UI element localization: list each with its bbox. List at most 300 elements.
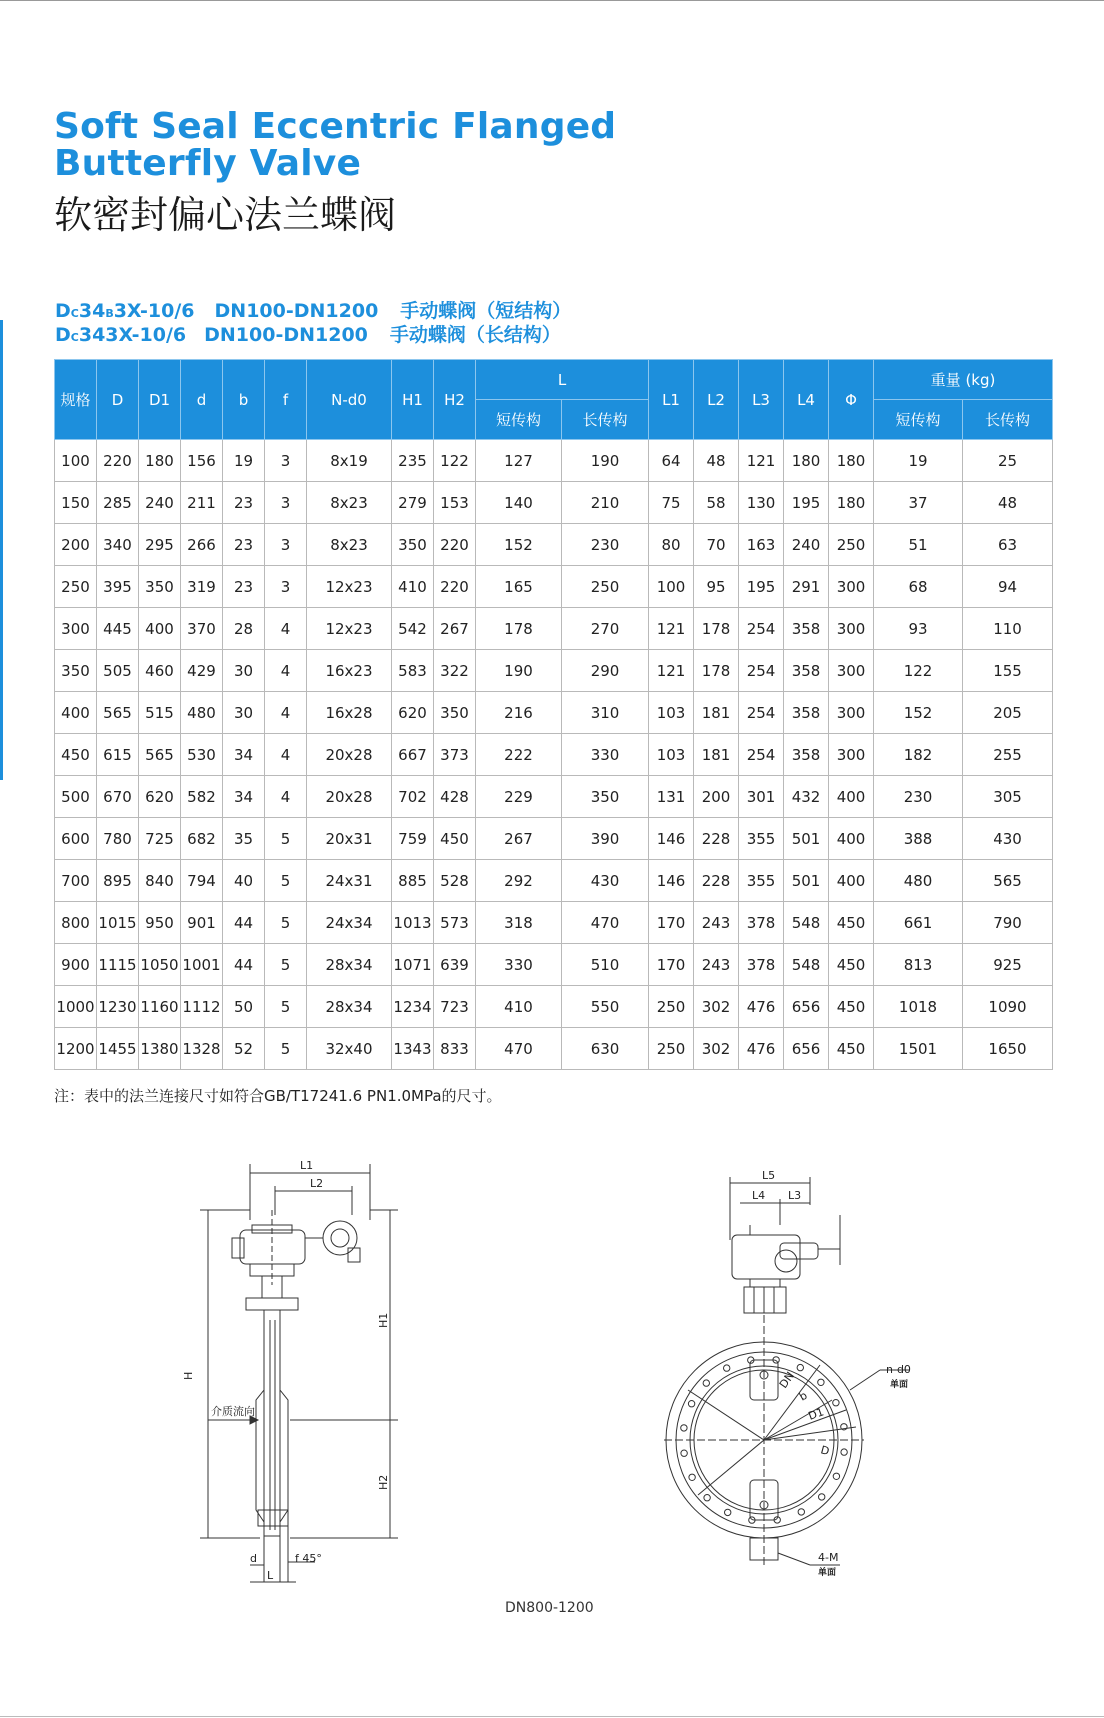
table-cell: 250 <box>649 986 694 1028</box>
table-cell: 300 <box>829 650 874 692</box>
table-cell: 30 <box>223 650 265 692</box>
th-D: D <box>97 360 139 440</box>
table-cell: 373 <box>434 734 476 776</box>
top-flange <box>246 1298 298 1310</box>
table-cell: 95 <box>694 566 739 608</box>
table-cell: 725 <box>139 818 181 860</box>
table-cell: 378 <box>739 902 784 944</box>
label-b: b <box>797 1388 810 1404</box>
table-row <box>55 440 1053 482</box>
table-cell: 25 <box>963 440 1053 482</box>
label-D: D <box>819 1443 831 1459</box>
table-cell: 395 <box>97 566 139 608</box>
table-cell: 682 <box>181 818 223 860</box>
table-cell: 661 <box>874 902 963 944</box>
table-cell: 476 <box>739 1028 784 1070</box>
table-cell: 5 <box>265 1028 307 1070</box>
table-cell: 501 <box>784 860 829 902</box>
table-cell: 1234 <box>392 986 434 1028</box>
table-cell: 390 <box>562 818 649 860</box>
table-cell: 794 <box>181 860 223 902</box>
table-cell: 1050 <box>139 944 181 986</box>
label-D1: D1 <box>806 1405 826 1423</box>
table-cell: 93 <box>874 608 963 650</box>
table-note: 注：表中的法兰连接尺寸如符合GB/T17241.6 PN1.0MPa的尺寸。 <box>54 1087 502 1105</box>
table-cell: 480 <box>181 692 223 734</box>
table-cell: 900 <box>55 944 97 986</box>
th-phi: Φ <box>829 360 874 440</box>
table-cell: 430 <box>562 860 649 902</box>
table-cell: 550 <box>562 986 649 1028</box>
bolt-hole <box>689 1474 695 1480</box>
table-cell: 200 <box>694 776 739 818</box>
bolt-hole <box>818 1379 824 1385</box>
table-cell: 40 <box>223 860 265 902</box>
label-H: H <box>182 1371 195 1380</box>
table-cell: 52 <box>223 1028 265 1070</box>
table-cell: 210 <box>562 482 649 524</box>
table-cell: 250 <box>829 524 874 566</box>
th-L-short: 短传构 <box>476 400 562 440</box>
table-cell: 103 <box>649 734 694 776</box>
th-L3: L3 <box>739 360 784 440</box>
table-cell: 180 <box>829 440 874 482</box>
bolt-hole <box>841 1449 847 1455</box>
table-cell: 156 <box>181 440 223 482</box>
table-cell: 190 <box>476 650 562 692</box>
table-cell: 16x28 <box>307 692 392 734</box>
table-cell: 400 <box>829 860 874 902</box>
table-cell: 500 <box>55 776 97 818</box>
th-D1: D1 <box>139 360 181 440</box>
table-cell: 178 <box>694 608 739 650</box>
bolt-hole <box>681 1425 687 1431</box>
table-cell: 530 <box>181 734 223 776</box>
table-cell: 1001 <box>181 944 223 986</box>
table-cell: 178 <box>476 608 562 650</box>
bolt-hole <box>797 1364 803 1370</box>
table-cell: 80 <box>649 524 694 566</box>
title-en-line1: Soft Seal Eccentric Flanged <box>54 106 617 147</box>
model-line-long: DC343X-10/6 DN100-DN1200 手动蝶阀（长结构） <box>55 324 561 346</box>
table-row <box>55 776 1053 818</box>
table-cell: 3 <box>265 440 307 482</box>
table-cell: 110 <box>963 608 1053 650</box>
table-cell: 565 <box>139 734 181 776</box>
table-cell: 1018 <box>874 986 963 1028</box>
table-cell: 355 <box>739 860 784 902</box>
table-cell: 5 <box>265 818 307 860</box>
table-row <box>55 860 1053 902</box>
label-L5: L5 <box>762 1169 776 1182</box>
spec-table-body <box>55 440 1053 1070</box>
table-cell: 350 <box>434 692 476 734</box>
table-cell: 432 <box>784 776 829 818</box>
table-cell: 3 <box>265 482 307 524</box>
table-cell: 840 <box>139 860 181 902</box>
table-cell: 152 <box>874 692 963 734</box>
table-cell: 28x34 <box>307 944 392 986</box>
title-english <box>54 108 616 182</box>
table-cell: 1380 <box>139 1028 181 1070</box>
table-cell: 470 <box>562 902 649 944</box>
table-cell: 400 <box>829 818 874 860</box>
table-cell: 445 <box>97 608 139 650</box>
table-cell: 228 <box>694 860 739 902</box>
table-cell: 292 <box>476 860 562 902</box>
table-cell: 450 <box>829 902 874 944</box>
table-cell: 656 <box>784 1028 829 1070</box>
table-cell: 300 <box>829 608 874 650</box>
title-en-line2: Butterfly Valve <box>54 143 362 184</box>
label-DN: DN <box>776 1369 798 1391</box>
table-cell: 200 <box>55 524 97 566</box>
table-cell: 400 <box>829 776 874 818</box>
table-cell: 1160 <box>139 986 181 1028</box>
label-f45: f 45° <box>295 1552 322 1565</box>
table-cell: 44 <box>223 902 265 944</box>
table-cell: 19 <box>874 440 963 482</box>
side-view-drawing <box>180 1150 430 1590</box>
table-cell: 615 <box>97 734 139 776</box>
model-line-short: DC34B3X-10/6 DN100-DN1200 手动蝶阀（短结构） <box>55 300 572 322</box>
table-cell: 1230 <box>97 986 139 1028</box>
table-cell: 350 <box>139 566 181 608</box>
table-cell: 181 <box>694 734 739 776</box>
th-L1: L1 <box>649 360 694 440</box>
table-cell: 68 <box>874 566 963 608</box>
table-cell: 430 <box>963 818 1053 860</box>
table-cell: 548 <box>784 944 829 986</box>
table-cell: 1115 <box>97 944 139 986</box>
table-cell: 885 <box>392 860 434 902</box>
table-cell: 152 <box>476 524 562 566</box>
table-cell: 350 <box>392 524 434 566</box>
table-cell: 780 <box>97 818 139 860</box>
table-cell: 180 <box>829 482 874 524</box>
table-cell: 450 <box>829 1028 874 1070</box>
table-cell: 20x28 <box>307 776 392 818</box>
table-cell: 3 <box>265 566 307 608</box>
table-cell: 476 <box>739 986 784 1028</box>
table-row <box>55 1028 1053 1070</box>
table-cell: 250 <box>562 566 649 608</box>
th-H1: H1 <box>392 360 434 440</box>
table-cell: 330 <box>476 944 562 986</box>
th-L-long: 长传构 <box>562 400 649 440</box>
table-cell: 170 <box>649 944 694 986</box>
table-cell: 122 <box>434 440 476 482</box>
table-row <box>55 692 1053 734</box>
table-row <box>55 902 1053 944</box>
bolt-hole <box>724 1365 730 1371</box>
table-cell: 64 <box>649 440 694 482</box>
bolt-hole <box>819 1494 825 1500</box>
table-cell: 300 <box>55 608 97 650</box>
table-cell: 103 <box>649 692 694 734</box>
th-weight-short: 短传构 <box>874 400 963 440</box>
table-cell: 656 <box>784 986 829 1028</box>
table-cell: 222 <box>476 734 562 776</box>
table-cell: 44 <box>223 944 265 986</box>
gearbox-body <box>732 1235 800 1279</box>
table-cell: 4 <box>265 776 307 818</box>
table-cell: 28 <box>223 608 265 650</box>
table-cell: 254 <box>739 650 784 692</box>
table-cell: 75 <box>649 482 694 524</box>
table-cell: 100 <box>649 566 694 608</box>
table-cell: 1328 <box>181 1028 223 1070</box>
table-row <box>55 608 1053 650</box>
th-L2: L2 <box>694 360 739 440</box>
label-L1: L1 <box>300 1159 314 1172</box>
table-cell: 355 <box>739 818 784 860</box>
table-cell: 23 <box>223 524 265 566</box>
table-cell: 565 <box>97 692 139 734</box>
table-cell: 211 <box>181 482 223 524</box>
table-cell: 50 <box>223 986 265 1028</box>
table-cell: 759 <box>392 818 434 860</box>
table-cell: 48 <box>963 482 1053 524</box>
table-cell: 4 <box>265 650 307 692</box>
table-cell: 228 <box>694 818 739 860</box>
table-cell: 620 <box>139 776 181 818</box>
th-f: f <box>265 360 307 440</box>
table-cell: 300 <box>829 692 874 734</box>
table-cell: 950 <box>139 902 181 944</box>
bolt-hole <box>798 1509 804 1515</box>
table-cell: 510 <box>562 944 649 986</box>
table-cell: 121 <box>739 440 784 482</box>
label-L: L <box>267 1569 274 1582</box>
table-cell: 180 <box>784 440 829 482</box>
table-cell: 205 <box>963 692 1053 734</box>
table-cell: 165 <box>476 566 562 608</box>
table-cell: 220 <box>434 566 476 608</box>
table-row <box>55 566 1053 608</box>
table-cell: 290 <box>562 650 649 692</box>
table-cell: 5 <box>265 860 307 902</box>
table-cell: 178 <box>694 650 739 692</box>
table-cell: 3 <box>265 524 307 566</box>
table-cell: 150 <box>55 482 97 524</box>
table-cell: 470 <box>476 1028 562 1070</box>
label-L4: L4 <box>752 1189 766 1202</box>
table-cell: 318 <box>476 902 562 944</box>
table-cell: 1343 <box>392 1028 434 1070</box>
handwheel-inner <box>331 1229 349 1247</box>
table-row <box>55 524 1053 566</box>
table-cell: 813 <box>874 944 963 986</box>
bolt-hole <box>704 1495 710 1501</box>
table-cell: 23 <box>223 482 265 524</box>
table-row <box>55 944 1053 986</box>
table-cell: 670 <box>97 776 139 818</box>
bolt-hole <box>681 1450 687 1456</box>
table-cell: 32x40 <box>307 1028 392 1070</box>
table-cell: 121 <box>649 650 694 692</box>
bolt-hole <box>688 1401 694 1407</box>
table-cell: 800 <box>55 902 97 944</box>
table-cell: 4 <box>265 692 307 734</box>
table-cell: 16x23 <box>307 650 392 692</box>
table-row <box>55 482 1053 524</box>
table-cell: 1200 <box>55 1028 97 1070</box>
table-cell: 358 <box>784 650 829 692</box>
table-cell: 270 <box>562 608 649 650</box>
spec-table <box>54 359 1053 1070</box>
neck <box>744 1287 786 1313</box>
th-L: L <box>476 360 649 400</box>
table-cell: 620 <box>392 692 434 734</box>
table-cell: 23 <box>223 566 265 608</box>
table-cell: 428 <box>434 776 476 818</box>
table-cell: 235 <box>392 440 434 482</box>
table-cell: 723 <box>434 986 476 1028</box>
table-cell: 279 <box>392 482 434 524</box>
table-cell: 243 <box>694 902 739 944</box>
bolt-hole <box>725 1509 731 1515</box>
table-cell: 1112 <box>181 986 223 1028</box>
label-L2: L2 <box>310 1177 324 1190</box>
bolt-hole <box>703 1380 709 1386</box>
th-weight: 重量 (kg) <box>874 360 1053 400</box>
table-cell: 100 <box>55 440 97 482</box>
table-cell: 700 <box>55 860 97 902</box>
table-cell: 630 <box>562 1028 649 1070</box>
table-cell: 30 <box>223 692 265 734</box>
table-cell: 583 <box>392 650 434 692</box>
table-cell: 28x34 <box>307 986 392 1028</box>
table-cell: 20x28 <box>307 734 392 776</box>
table-cell: 291 <box>784 566 829 608</box>
th-d: d <box>181 360 223 440</box>
table-cell: 243 <box>694 944 739 986</box>
table-cell: 163 <box>739 524 784 566</box>
table-cell: 34 <box>223 734 265 776</box>
handwheel-icon <box>775 1250 797 1272</box>
table-cell: 12x23 <box>307 566 392 608</box>
label-H1: H1 <box>377 1312 390 1328</box>
table-cell: 250 <box>55 566 97 608</box>
title-chinese: 软密封偏心法兰蝶阀 <box>54 193 397 237</box>
left-accent-bar <box>0 320 3 780</box>
table-cell: 302 <box>694 1028 739 1070</box>
table-cell: 501 <box>784 818 829 860</box>
table-cell: 155 <box>963 650 1053 692</box>
table-cell: 24x31 <box>307 860 392 902</box>
table-cell: 5 <box>265 986 307 1028</box>
table-cell: 127 <box>476 440 562 482</box>
table-cell: 63 <box>963 524 1053 566</box>
table-cell: 170 <box>649 902 694 944</box>
label-n-d0: n-d0 <box>886 1363 911 1376</box>
table-row <box>55 986 1053 1028</box>
table-cell: 240 <box>784 524 829 566</box>
top-rule <box>0 0 1104 1</box>
table-cell: 350 <box>562 776 649 818</box>
table-cell: 301 <box>739 776 784 818</box>
table-cell: 573 <box>434 902 476 944</box>
table-cell: 48 <box>694 440 739 482</box>
table-cell: 229 <box>476 776 562 818</box>
table-row <box>55 734 1053 776</box>
table-cell: 300 <box>829 734 874 776</box>
table-cell: 305 <box>963 776 1053 818</box>
table-cell: 19 <box>223 440 265 482</box>
table-row <box>55 818 1053 860</box>
table-cell: 8x23 <box>307 524 392 566</box>
table-cell: 322 <box>434 650 476 692</box>
table-cell: 195 <box>739 566 784 608</box>
th-weight-long: 长传构 <box>963 400 1053 440</box>
table-cell: 410 <box>476 986 562 1028</box>
table-cell: 1501 <box>874 1028 963 1070</box>
front-view-drawing <box>660 1165 950 1580</box>
table-cell: 195 <box>784 482 829 524</box>
table-cell: 58 <box>694 482 739 524</box>
table-cell: 667 <box>392 734 434 776</box>
table-cell: 548 <box>784 902 829 944</box>
table-cell: 639 <box>434 944 476 986</box>
table-cell: 254 <box>739 734 784 776</box>
table-cell: 400 <box>139 608 181 650</box>
table-cell: 1013 <box>392 902 434 944</box>
table-cell: 600 <box>55 818 97 860</box>
table-cell: 12x23 <box>307 608 392 650</box>
table-cell: 20x31 <box>307 818 392 860</box>
table-cell: 310 <box>562 692 649 734</box>
table-cell: 350 <box>55 650 97 692</box>
table-cell: 505 <box>97 650 139 692</box>
table-cell: 5 <box>265 902 307 944</box>
table-cell: 182 <box>874 734 963 776</box>
table-cell: 267 <box>476 818 562 860</box>
table-cell: 37 <box>874 482 963 524</box>
table-cell: 240 <box>139 482 181 524</box>
table-cell: 429 <box>181 650 223 692</box>
label-4-M: 4-M <box>818 1551 839 1564</box>
table-cell: 358 <box>784 692 829 734</box>
table-cell: 121 <box>649 608 694 650</box>
table-cell: 300 <box>829 566 874 608</box>
table-cell: 4 <box>265 734 307 776</box>
label-H2: H2 <box>377 1474 390 1490</box>
table-cell: 4 <box>265 608 307 650</box>
table-cell: 35 <box>223 818 265 860</box>
table-cell: 1650 <box>963 1028 1053 1070</box>
table-cell: 122 <box>874 650 963 692</box>
th-spec: 规格 <box>55 360 97 440</box>
table-cell: 1000 <box>55 986 97 1028</box>
table-cell: 358 <box>784 734 829 776</box>
table-cell: 702 <box>392 776 434 818</box>
table-cell: 378 <box>739 944 784 986</box>
table-cell: 370 <box>181 608 223 650</box>
table-cell: 515 <box>139 692 181 734</box>
table-cell: 267 <box>434 608 476 650</box>
table-cell: 254 <box>739 608 784 650</box>
table-cell: 460 <box>139 650 181 692</box>
label-single-face-1: 单面 <box>890 1380 909 1390</box>
table-cell: 140 <box>476 482 562 524</box>
table-cell: 1455 <box>97 1028 139 1070</box>
th-b: b <box>223 360 265 440</box>
table-cell: 94 <box>963 566 1053 608</box>
table-cell: 181 <box>694 692 739 734</box>
table-cell: 582 <box>181 776 223 818</box>
table-cell: 790 <box>963 902 1053 944</box>
